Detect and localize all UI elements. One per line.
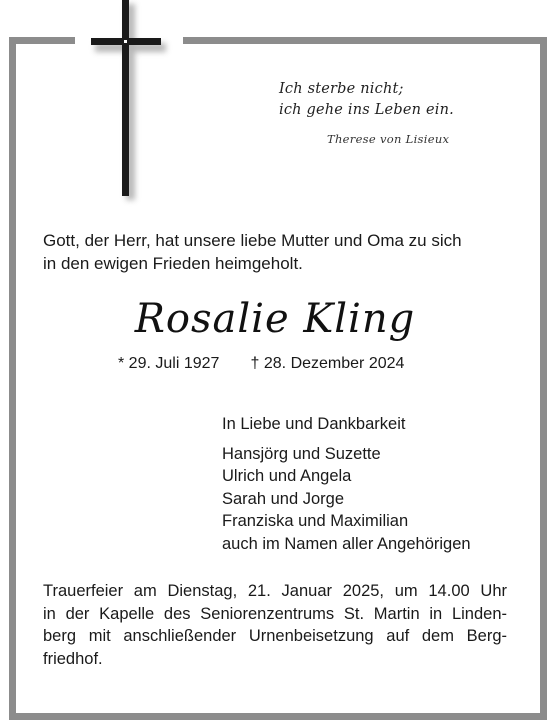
deceased-name: Rosalie Kling bbox=[134, 296, 416, 342]
mourner-name: Sarah und Jorge bbox=[222, 489, 345, 508]
mourners-block bbox=[222, 413, 471, 555]
funeral-line: Trauerfeier am Dienstag, 21. Januar 2025, um 14.00 Uhr bbox=[43, 582, 507, 600]
quote bbox=[279, 79, 454, 121]
mourner-name: Hansjörg und Suzette bbox=[222, 444, 381, 463]
funeral-line: friedhof. bbox=[43, 649, 103, 668]
life-dates bbox=[118, 355, 404, 373]
mourner-name: Ulrich und Angela bbox=[222, 467, 352, 485]
quote-line-1: Ich sterbe nicht; bbox=[279, 81, 404, 97]
quote-line-2: ich gehe ins Leben ein. bbox=[279, 102, 454, 118]
intro-line-2: in den ewigen Frieden heimgeholt. bbox=[43, 254, 303, 273]
mourner-name: Franziska und Maximilian bbox=[222, 512, 409, 530]
mourner-name: auch im Namen aller Angehörigen bbox=[222, 534, 471, 553]
quote-author: Therese von Lisieux bbox=[327, 132, 450, 146]
death-date: † 28. Dezember 2024 bbox=[250, 355, 405, 372]
mourners-heading: In Liebe und Dankbarkeit bbox=[222, 415, 406, 433]
birth-date: * 29. Juli 1927 bbox=[118, 355, 220, 372]
intro-text bbox=[43, 229, 523, 275]
intro-line-1: Gott, der Herr, hat unsere liebe Mutter und Oma zu sich bbox=[43, 231, 462, 250]
funeral-line: in der Kapelle des Seniorenzentrums St. Martin in Linden- bbox=[43, 604, 507, 623]
frame-gap bbox=[75, 30, 183, 50]
funeral-line: berg mit anschließender Urnenbeisetzung auf dem Berg- bbox=[43, 627, 507, 645]
funeral-info bbox=[43, 580, 507, 670]
